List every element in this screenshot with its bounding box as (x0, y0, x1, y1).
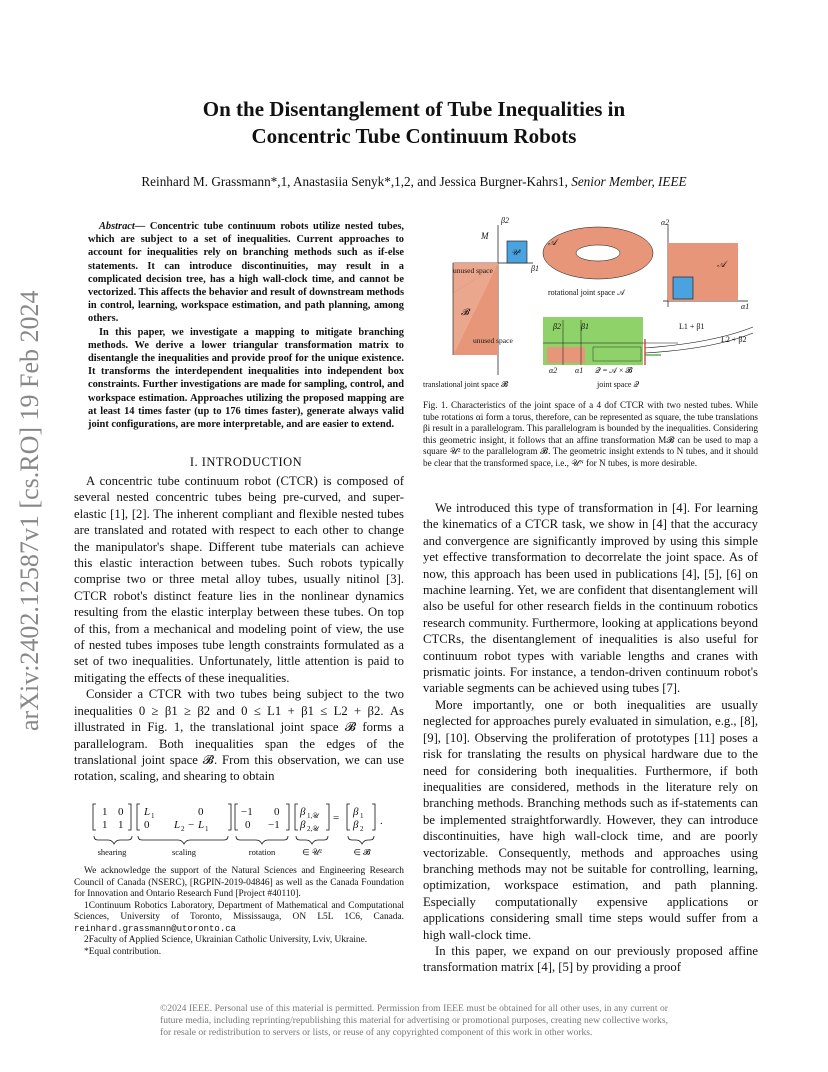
left-column-body (74, 473, 404, 785)
translational-joint-space-diagram (453, 216, 539, 375)
svg-text:𝒜: 𝒜 (717, 259, 726, 269)
label-translational-joint-space: translational joint space 𝓑 (423, 380, 509, 389)
footnote-affiliation-1-text: 1Continuum Robotics Laboratory, Department of Mathematical and Computational Sciences, University of Toronto, Mississauga, ON L5L 1C6, Canada. (74, 900, 404, 922)
svg-text:1: 1 (102, 819, 108, 831)
svg-text:β: β (300, 806, 306, 818)
unused-space-top: unused space (453, 266, 493, 275)
footnote-affiliation-1 (74, 901, 404, 936)
transformation-equation (88, 800, 404, 860)
svg-text:1: 1 (118, 819, 124, 831)
author-line (0, 174, 828, 190)
label-shearing: shearing (97, 847, 127, 857)
label-q-equals-a-times-b: 𝒬 = 𝒜 × 𝓑 (595, 366, 633, 375)
svg-text:L: L (198, 819, 205, 831)
copyright-notice: ©2024 IEEE. Personal use of this material is permitted. Permission from IEEE must be obtained for all other uses, in any current or future media, including reprinting/republishing this material for advertising or promotional purposes, creating new collective works, for resale or redistribution to servers or lists, or reuse of any copyrighted component of this work in other works. (160, 1003, 668, 1039)
title-line-1: On the Disentanglement of Tube Inequalities in (202, 97, 626, 121)
svg-text:2,𝒰: 2,𝒰 (307, 825, 319, 833)
svg-text:1: 1 (360, 812, 364, 820)
svg-text:0: 0 (274, 806, 280, 818)
svg-text:β2: β2 (501, 216, 509, 225)
svg-text:α1: α1 (741, 302, 750, 311)
svg-text:α2: α2 (661, 218, 670, 227)
svg-text:=: = (333, 812, 340, 824)
svg-text:α2: α2 (549, 366, 558, 375)
footnote-acknowledgement: We acknowledge the support of the Natural Sciences and Engineering Research Council of Canada (NSERC), [RGPIN-2019-04846] as well as the Canada Foundation for Innovation and Ontario Research Fund [Project #40110]. (74, 866, 404, 899)
svg-text:−: − (188, 819, 195, 831)
author-title: Senior Member, IEEE (571, 174, 687, 189)
intro-paragraph-1: A concentric tube continuum robot (CTCR) is composed of several nested concentric tubes being pre-curved, and super-elastic [1], [2]. The inherent compliant and flexible nested tubes are translated and rotated with respect to each other to change the manipulator's shape. Different tube materials can achieve this elastic interaction between tubes. Such robots typically comprise two or three metal alloy tubes, usually nitinol [3]. CTCR robot's distinct feature lies in the nonlinear dynamics resulting from the elastic interplay between these tubes. On top of this, from a mechanical and modeling point of view, the use of nested tubes imposes tube length constraints formulated as a set of two inequalities. Unfortunately, little attention is paid to mitigating the effects of these inequalities. (74, 474, 404, 685)
abstract-text-1: — Concentric tube continuum robots utilize nested tubes, which are subject to a set of inequalities. Current approaches to account for inequalities rely on branching methods such as if-else statements. It can introduce discontinuities, may result in a complicated decision tree, has a high wall-clock time, and cannot be vectorized. This affects the behavior and result of downstream methods in control, learning, workspace estimation, and path planning, among others. (88, 221, 404, 325)
svg-text:−1: −1 (241, 806, 253, 818)
svg-text:0: 0 (198, 806, 204, 818)
label-L1-plus-beta1: L1 + β1 (679, 322, 705, 331)
footnotes (74, 866, 404, 958)
svg-text:𝒰²: 𝒰² (511, 248, 521, 257)
svg-text:1: 1 (151, 812, 155, 820)
svg-text:𝒜: 𝒜 (548, 237, 557, 247)
svg-text:0: 0 (245, 819, 251, 831)
abstract (88, 220, 404, 431)
abstract-paragraph-1 (88, 220, 404, 326)
svg-text:−1: −1 (268, 819, 280, 831)
title-line-2: Concentric Tube Continuum Robots (251, 124, 577, 148)
label-rotation: rotation (248, 847, 276, 857)
label-in-B: ∈ 𝓑 (353, 847, 371, 857)
author-email: reinhard.grassmann@utoronto.ca (74, 923, 237, 934)
joint-space-q-diagram (543, 317, 753, 375)
right-paragraph-1: We introduced this type of transformation in [4]. For learning the kinematics of a CTCR task, we show in [4] that the accuracy and convergence are significantly improved by using this simple yet effective transformation to decorrelate the joint space. As of now, this approach has been used in publications [4], [5], [6] on machine learning. Yet, we are confident that disentanglement will also be useful for other research fields in the continuum robotics research community. Furthermore, looking at applications beyond CTCRs, the disentanglement of inequalities is also useful for continuum robot types with variable lengths and cranes with prismatic joints. For instance, a tendon-driven continuum robot's variable segments can be achieved using tubes [7]. (423, 501, 758, 696)
paper-title (0, 96, 828, 150)
svg-text:L: L (144, 806, 151, 818)
svg-text:1,𝒰: 1,𝒰 (307, 812, 319, 820)
footnote-equal-contribution: *Equal contribution. (84, 946, 162, 957)
svg-text:1: 1 (205, 825, 209, 833)
svg-text:0: 0 (144, 819, 150, 831)
footnote-affiliation-2: 2Faculty of Applied Science, Ukrainian Catholic University, Lviv, Ukraine. (84, 935, 368, 945)
svg-text:1: 1 (102, 806, 108, 818)
label-L2-plus-beta2: L2 + β2 (721, 335, 747, 344)
label-scaling: scaling (171, 847, 197, 857)
svg-text:β1: β1 (581, 322, 589, 331)
svg-text:β: β (353, 806, 359, 818)
section-heading-introduction: I. INTRODUCTION (189, 455, 303, 469)
arxiv-stamp-text: arXiv:2402.12587v1 [cs.RO] 19 Feb 2024 (15, 290, 44, 731)
figure-1-joint-space (423, 215, 759, 393)
svg-text:β1: β1 (531, 264, 539, 273)
svg-text:2: 2 (181, 825, 185, 833)
svg-text:β2: β2 (553, 322, 561, 331)
arxiv-stamp (0, 286, 60, 731)
figure-1-caption: Fig. 1. Characteristics of the joint space of a 4 dof CTCR with two nested tubes. While tube rotations αi form a torus, therefore, can be represented as square, the tube translations βi result in a parallelogram. This parallelogram is bounded by the inequalities. Considering this geometric insight, it follows that an affine transformation M𝓑 can be used to map a square 𝒰² to the parallelogram 𝓑. The geometric insight extends to N tubes, and it should be clear that the transformed space, i.e., 𝒰ᴺ for N tubes, is more desirable. (423, 400, 758, 468)
unused-space-bottom: unused space (473, 336, 513, 345)
rotational-joint-space-diagram (543, 218, 749, 311)
svg-text:2: 2 (360, 825, 364, 833)
label-in-U2: ∈ 𝒰² (302, 847, 322, 857)
author-names: Reinhard M. Grassmann*,1, Anastasiia Senyk*,1,2, and Jessica Burgner-Kahrs1, (141, 174, 568, 189)
label-joint-space: joint space 𝒬 (597, 380, 640, 389)
svg-text:𝓑: 𝓑 (461, 307, 469, 317)
svg-text:α1: α1 (575, 366, 584, 375)
intro-paragraph-2: Consider a CTCR with two tubes being subject to the two inequalities 0 ≥ β1 ≥ β2 and 0 ≤ L1 + β1 ≤ L2 + β2. As illustrated in Fig. 1, the translational joint space 𝓑 forms a parallelogram. Both inequalities span the edges of the translational joint space 𝓑. From this observation, we can use rotation, scaling, and shearing to obtain (74, 687, 404, 784)
right-column-body (423, 500, 758, 976)
svg-text:β: β (353, 819, 359, 831)
svg-text:.: . (380, 815, 383, 827)
svg-text:β: β (300, 819, 306, 831)
svg-text:0: 0 (118, 806, 124, 818)
right-paragraph-3: In this paper, we expand on our previously proposed affine transformation matrix [4], [5] by providing a proof (423, 943, 758, 975)
right-paragraph-2: More importantly, one or both inequalities are usually neglected for approaches purely evaluated in simulation, e.g., [8], [9], [10]. Observing the proliferation of prototypes [11] poses a risk for translating the results on physical hardware due to the need for considering both inequalities. Furthermore, if both inequalities are considered, methods in the literature rely on branching methods. Branching methods such as if-statements can be implemented straightforwardly. However, they can introduce discontinuities, have high wall-clock time, and are poorly vectorizable. Consequently, methods and approaches using branching methods may not be suitable for controlling, learning, optimization, workspace estimation, and path planning. Especially computationally expensive applications or applications considering small time steps would suffer from a high wall-clock time. (423, 697, 758, 942)
abstract-paragraph-2: In this paper, we investigate a mapping to mitigate branching methods. We derive a lower triangular transformation matrix to disentangle the inequalities and provide proof for the unique existence. It transforms the interdependent inequalities into independent box constraints. Further investigations are made for sampling, control, and workspace estimation. Approaches utilizing the proposed mapping are at least 14 times faster (up to 176 times faster), generate always valid joint configurations, are more interpretable, and are easier to extend. (88, 326, 404, 431)
abstract-label: Abstract (99, 221, 135, 232)
label-rotational-joint-space: rotational joint space 𝒜 (548, 288, 625, 297)
svg-text:M: M (481, 231, 489, 241)
svg-text:L: L (174, 819, 181, 831)
